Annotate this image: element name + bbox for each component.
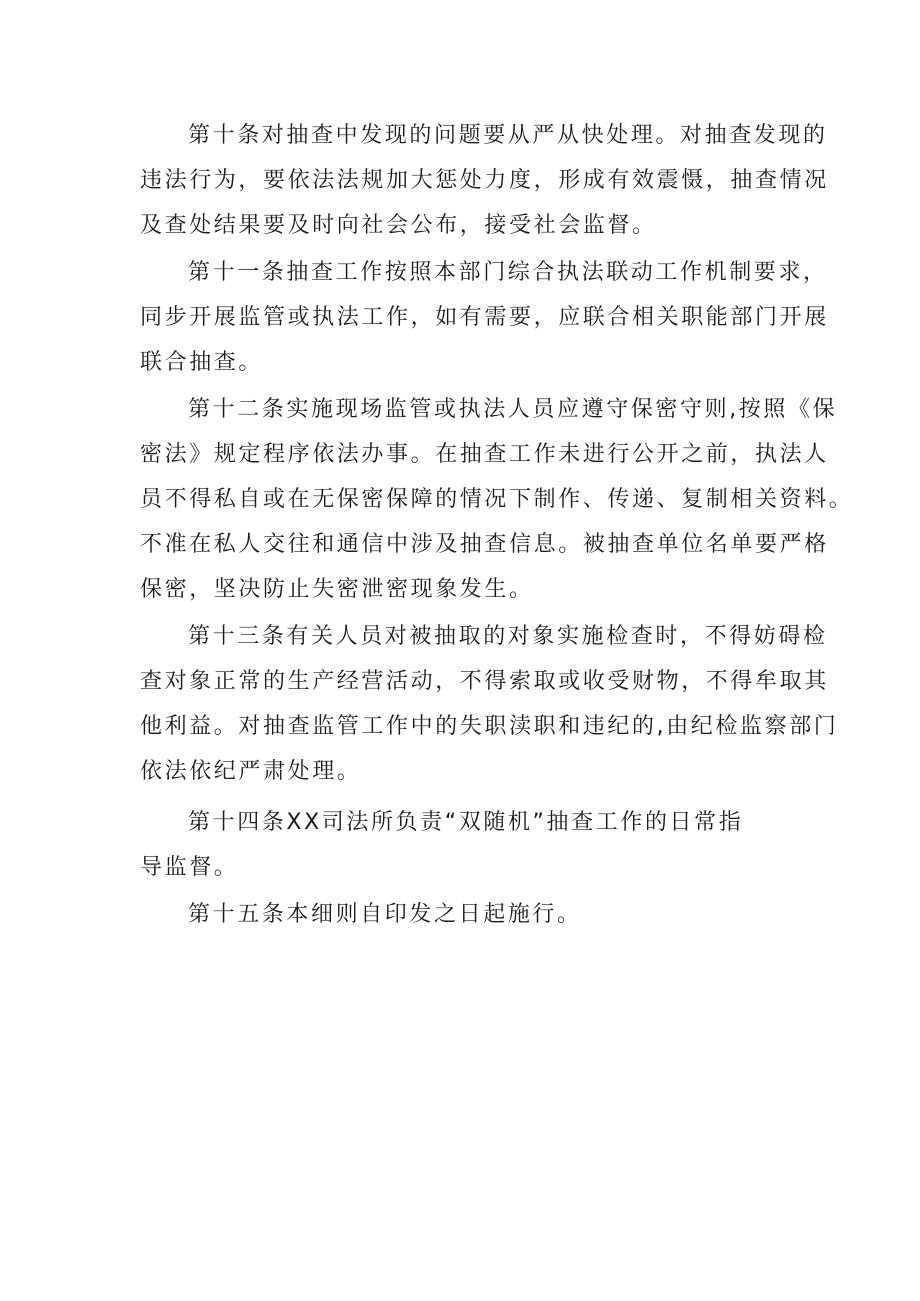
paragraph-line: 同步开展监管或执法工作，如有需要，应联合相关职能部门开展 [140,305,829,330]
paragraph-line: 联合抽查。 [140,350,264,375]
paragraph-line: 违法行为，要依法法规加大惩处力度，形成有效震慑，抽查情况 [140,168,829,193]
paragraph-line: 及查处结果要及时向社会公布，接受社会监督。 [140,213,657,238]
article-15-paragraph [140,892,800,937]
article-11-paragraph [140,250,829,385]
paragraph-line: 第十四条XX司法所负责“双随机”抽查工作的日常指 [188,810,744,835]
paragraph-line: 不准在私人交往和通信中涉及抽查信息。被抽查单位名单要严格 [140,532,829,557]
paragraph-line: 他利益。对抽查监管工作中的失职渎职和违纪的,由纪检监察部门 [140,714,839,739]
paragraph-line: 导监督。 [140,855,239,880]
paragraph-line: 查对象正常的生产经营活动，不得索取或收受财物，不得牟取其 [140,669,829,694]
paragraph-line: 保密，坚决防止失密泄密现象发生。 [140,577,534,602]
paragraph-line: 依法依纪严肃处理。 [140,759,362,784]
paragraph-line: 第十五条本细则自印发之日起施行。 [188,902,582,927]
paragraph-line: 密法》规定程序依法办事。在抽查工作未进行公开之前，执法人 [140,442,829,467]
paragraph-line: 员不得私自或在无保密保障的情况下制作、传递、复制相关资料。 [140,487,854,512]
paragraph-line: 第十三条有关人员对被抽取的对象实施检查时，不得妨碍检 [188,624,828,649]
paragraph-line: 第十条对抽查中发现的问题要从严从快处理。对抽查发现的 [188,123,828,148]
paragraph-line: 第十二条实施现场监管或执法人员应遵守保密守则,按照《保 [188,397,838,422]
article-10-paragraph [140,113,829,248]
article-14-paragraph [140,800,800,890]
paragraph-line: 第十一条抽查工作按照本部门综合执法联动工作机制要求， [188,260,828,285]
article-12-paragraph [140,387,854,612]
article-13-paragraph [140,614,839,794]
document-body [140,113,854,937]
